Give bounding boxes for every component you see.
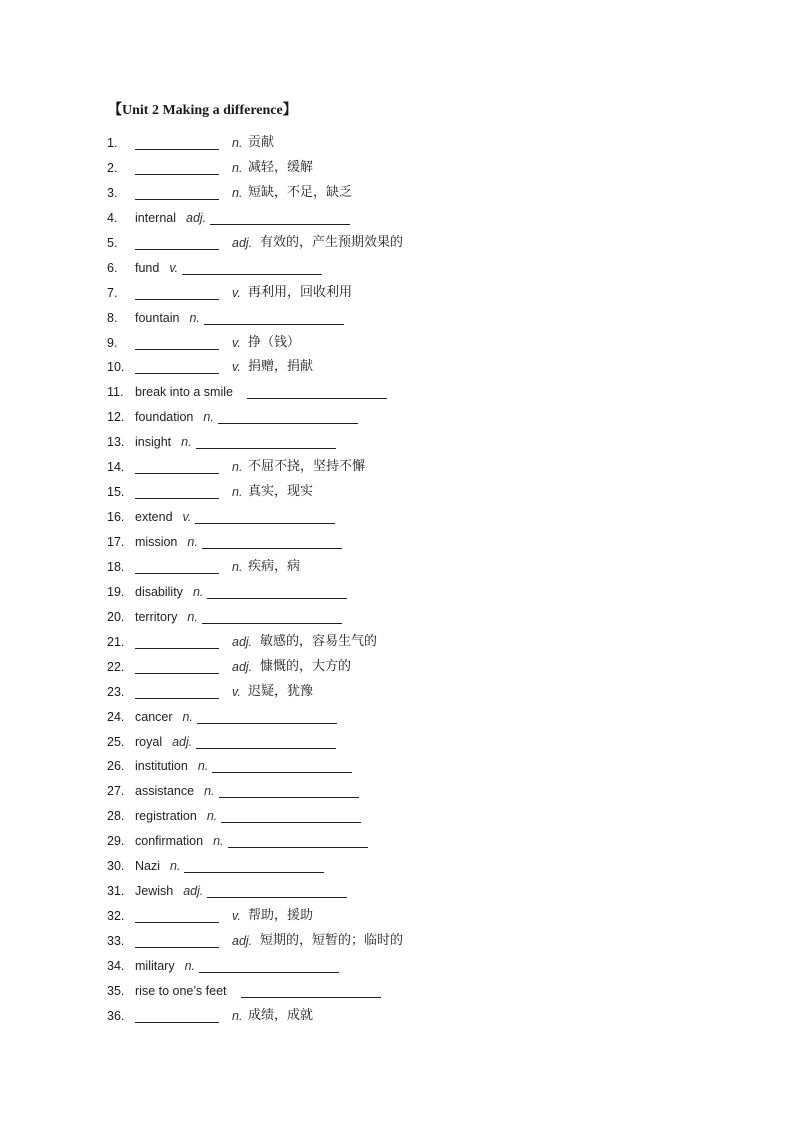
item-number: 2. (107, 160, 118, 175)
vocab-row (107, 156, 747, 181)
english-word-group (135, 754, 352, 779)
vocab-row (107, 355, 747, 380)
vocab-row (107, 430, 747, 455)
part-of-speech: v. (232, 335, 241, 350)
english-word: Nazi (135, 859, 161, 874)
part-of-speech: n. (170, 859, 181, 874)
answer-blank[interactable] (247, 398, 387, 399)
answer-blank[interactable] (182, 274, 322, 275)
vocab-row (107, 206, 747, 231)
english-word-group (135, 954, 339, 979)
english-word: fund (135, 260, 160, 275)
part-of-speech: n. (203, 410, 214, 425)
chinese-meaning: 短缺，不足，缺乏 (248, 184, 353, 200)
vocab-row (107, 530, 747, 555)
english-word-group (135, 380, 387, 405)
vocab-row (107, 754, 747, 779)
chinese-meaning: 迟疑，犹豫 (248, 683, 314, 699)
english-word: institution (135, 759, 188, 774)
unit-title: 【Unit 2 Making a difference】 (108, 103, 297, 118)
item-number: 19. (107, 584, 125, 599)
part-of-speech: n. (181, 435, 192, 450)
english-word-group (135, 779, 359, 804)
vocab-row (107, 954, 747, 979)
part-of-speech: n. (232, 160, 243, 175)
part-of-speech: adj. (232, 235, 253, 250)
item-number: 25. (107, 734, 125, 749)
item-number: 35. (107, 983, 125, 998)
chinese-meaning: 贡献 (248, 135, 275, 150)
answer-blank[interactable] (196, 448, 336, 449)
answer-blank[interactable] (195, 523, 335, 524)
answer-blank[interactable] (135, 648, 219, 649)
english-word-group (135, 405, 358, 430)
part-of-speech: v. (232, 285, 241, 300)
part-of-speech: n. (232, 136, 243, 150)
item-number: 3. (107, 185, 118, 200)
part-of-speech: n. (184, 958, 196, 973)
vocab-row (107, 555, 747, 580)
vocab-row (107, 680, 747, 705)
answer-blank[interactable] (135, 573, 219, 574)
part-of-speech: n. (197, 759, 209, 774)
answer-blank[interactable] (204, 324, 344, 325)
item-number: 33. (107, 934, 125, 948)
answer-blank[interactable] (218, 423, 358, 424)
item-number: 23. (107, 684, 125, 699)
vocab-row (107, 505, 747, 530)
item-number: 1. (107, 136, 118, 150)
answer-blank[interactable] (199, 972, 339, 973)
item-number: 10. (107, 360, 125, 375)
vocab-row (107, 281, 747, 306)
item-number: 8. (107, 310, 118, 325)
vocab-row (107, 979, 747, 1004)
vocab-row (107, 804, 747, 829)
part-of-speech: n. (189, 310, 200, 325)
english-word: assistance (135, 784, 195, 799)
chinese-meaning: 挣（钱） (248, 334, 301, 350)
item-number: 24. (107, 709, 125, 724)
vocab-row (107, 904, 747, 929)
chinese-meaning: 短期的，短暂的；临时的 (260, 933, 404, 948)
item-number: 31. (107, 884, 125, 899)
chinese-meaning: 有效的，产生预期效果的 (260, 234, 404, 250)
chinese-meaning: 疾病，病 (248, 558, 301, 574)
english-word-group (135, 430, 336, 455)
english-word: royal (135, 734, 163, 749)
item-number: 18. (107, 559, 125, 574)
answer-blank[interactable] (135, 498, 219, 499)
chinese-meaning: 敏感的，容易生气的 (260, 633, 378, 649)
part-of-speech: adj. (183, 884, 204, 899)
vocab-row (107, 879, 747, 904)
english-word-group (135, 979, 381, 1004)
chinese-meaning: 慷慨的，大方的 (260, 658, 352, 674)
answer-blank[interactable] (135, 249, 219, 250)
item-number: 20. (107, 609, 125, 624)
part-of-speech: adj. (232, 659, 253, 674)
vocab-row (107, 131, 747, 156)
english-word: fountain (135, 310, 180, 325)
english-word-group (135, 605, 342, 630)
part-of-speech: n. (187, 609, 198, 624)
chinese-meaning: 帮助，援助 (248, 908, 314, 924)
english-word: extend (135, 510, 173, 525)
answer-blank[interactable] (135, 373, 219, 374)
answer-blank[interactable] (135, 1022, 219, 1023)
english-word: cancer (135, 709, 173, 724)
part-of-speech: v. (169, 260, 179, 275)
answer-blank[interactable] (197, 723, 337, 724)
english-word-group (135, 306, 344, 331)
chinese-meaning: 真实，现实 (248, 484, 314, 500)
answer-blank[interactable] (135, 473, 219, 474)
answer-blank[interactable] (202, 548, 342, 549)
item-number: 32. (107, 909, 125, 924)
answer-blank[interactable] (135, 299, 219, 300)
vocab-row (107, 405, 747, 430)
vocab-row (107, 181, 747, 206)
vocab-row (107, 829, 747, 854)
answer-blank[interactable] (135, 349, 219, 350)
item-number: 5. (107, 235, 118, 250)
vocab-row (107, 231, 747, 256)
vocab-row (107, 630, 747, 655)
vocab-row (107, 854, 747, 879)
item-number: 22. (107, 659, 125, 674)
part-of-speech: adj. (232, 934, 253, 948)
english-word: insight (135, 435, 172, 450)
answer-blank[interactable] (135, 947, 219, 948)
english-word: Jewish (135, 884, 174, 899)
item-number: 26. (107, 759, 125, 774)
english-word-group (135, 705, 337, 730)
answer-blank[interactable] (207, 897, 347, 898)
part-of-speech: n. (204, 784, 215, 799)
item-number: 11. (107, 385, 124, 400)
english-word: confirmation (135, 834, 204, 849)
answer-blank[interactable] (210, 224, 350, 225)
vocab-row (107, 705, 747, 730)
part-of-speech: adj. (186, 210, 207, 225)
item-number: 16. (107, 510, 125, 525)
chinese-meaning: 不屈不挠，坚持不懈 (248, 459, 366, 475)
part-of-speech: adj. (232, 634, 253, 649)
vocab-row (107, 256, 747, 281)
chinese-meaning: 成绩，成就 (248, 1007, 314, 1023)
english-word-group (135, 879, 347, 904)
item-number: 34. (107, 958, 125, 973)
part-of-speech: n. (213, 834, 224, 849)
english-word-group (135, 530, 342, 555)
item-number: 29. (107, 834, 125, 849)
item-number: 17. (107, 535, 125, 549)
english-word-group (135, 206, 350, 231)
vocabulary-list (107, 131, 747, 1029)
answer-blank[interactable] (135, 698, 219, 699)
english-word-group (135, 854, 324, 879)
english-word-group (135, 730, 336, 755)
vocab-row (107, 655, 747, 680)
vocab-row (107, 331, 747, 356)
english-word: foundation (135, 410, 194, 425)
item-number: 9. (107, 335, 118, 350)
vocab-row (107, 605, 747, 630)
part-of-speech: n. (232, 460, 243, 475)
item-number: 13. (107, 435, 125, 450)
english-word-group (135, 804, 361, 829)
english-word: internal (135, 210, 176, 225)
part-of-speech: n. (232, 485, 243, 500)
vocab-row (107, 580, 747, 605)
part-of-speech: n. (187, 535, 198, 549)
vocab-row (107, 929, 747, 954)
english-word-group (135, 505, 335, 530)
item-number: 7. (107, 285, 118, 300)
english-word: territory (135, 609, 178, 624)
answer-blank[interactable] (207, 598, 347, 599)
part-of-speech: n. (232, 1008, 243, 1023)
english-word-group (135, 580, 347, 605)
answer-blank[interactable] (135, 673, 219, 674)
answer-blank[interactable] (228, 847, 368, 848)
item-number: 14. (107, 460, 125, 475)
english-word-group (135, 256, 322, 281)
item-number: 36. (107, 1008, 125, 1023)
answer-blank[interactable] (221, 822, 361, 823)
item-number: 21. (107, 634, 125, 649)
answer-blank[interactable] (219, 797, 359, 798)
answer-blank[interactable] (135, 149, 219, 150)
vocab-row (107, 380, 747, 405)
part-of-speech: adj. (172, 734, 193, 749)
part-of-speech: v. (232, 684, 241, 699)
chinese-meaning: 减轻，缓解 (248, 159, 314, 175)
vocab-row (107, 1004, 747, 1029)
item-number: 28. (107, 809, 125, 824)
answer-blank[interactable] (135, 174, 219, 175)
part-of-speech: n. (192, 584, 204, 599)
part-of-speech: n. (206, 809, 218, 824)
english-word: rise to one’s feet (135, 983, 227, 998)
vocab-row (107, 306, 747, 331)
chinese-meaning: 捐赠，捐献 (248, 359, 314, 375)
part-of-speech: n. (232, 185, 243, 200)
item-number: 12. (107, 410, 125, 425)
part-of-speech: v. (182, 510, 192, 525)
chinese-meaning: 再利用，回收利用 (248, 284, 353, 300)
item-number: 4. (107, 210, 118, 225)
answer-blank[interactable] (241, 997, 381, 998)
part-of-speech: v. (232, 909, 241, 924)
vocab-row (107, 480, 747, 505)
item-number: 30. (107, 859, 125, 874)
english-word: military (135, 958, 175, 973)
english-word: break into a smile (135, 385, 233, 400)
answer-blank[interactable] (135, 199, 219, 200)
english-word: disability (135, 584, 183, 599)
answer-blank[interactable] (196, 748, 336, 749)
item-number: 15. (107, 485, 125, 500)
part-of-speech: n. (182, 709, 193, 724)
vocab-row (107, 779, 747, 804)
vocab-row (107, 730, 747, 755)
answer-blank[interactable] (184, 872, 324, 873)
answer-blank[interactable] (135, 922, 219, 923)
english-word-group (135, 829, 368, 854)
answer-blank[interactable] (212, 772, 352, 773)
english-word: mission (135, 535, 178, 549)
vocab-row (107, 455, 747, 480)
english-word: registration (135, 809, 197, 824)
answer-blank[interactable] (202, 623, 342, 624)
part-of-speech: n. (232, 559, 243, 574)
part-of-speech: v. (232, 360, 241, 375)
item-number: 6. (107, 260, 118, 275)
item-number: 27. (107, 784, 125, 799)
